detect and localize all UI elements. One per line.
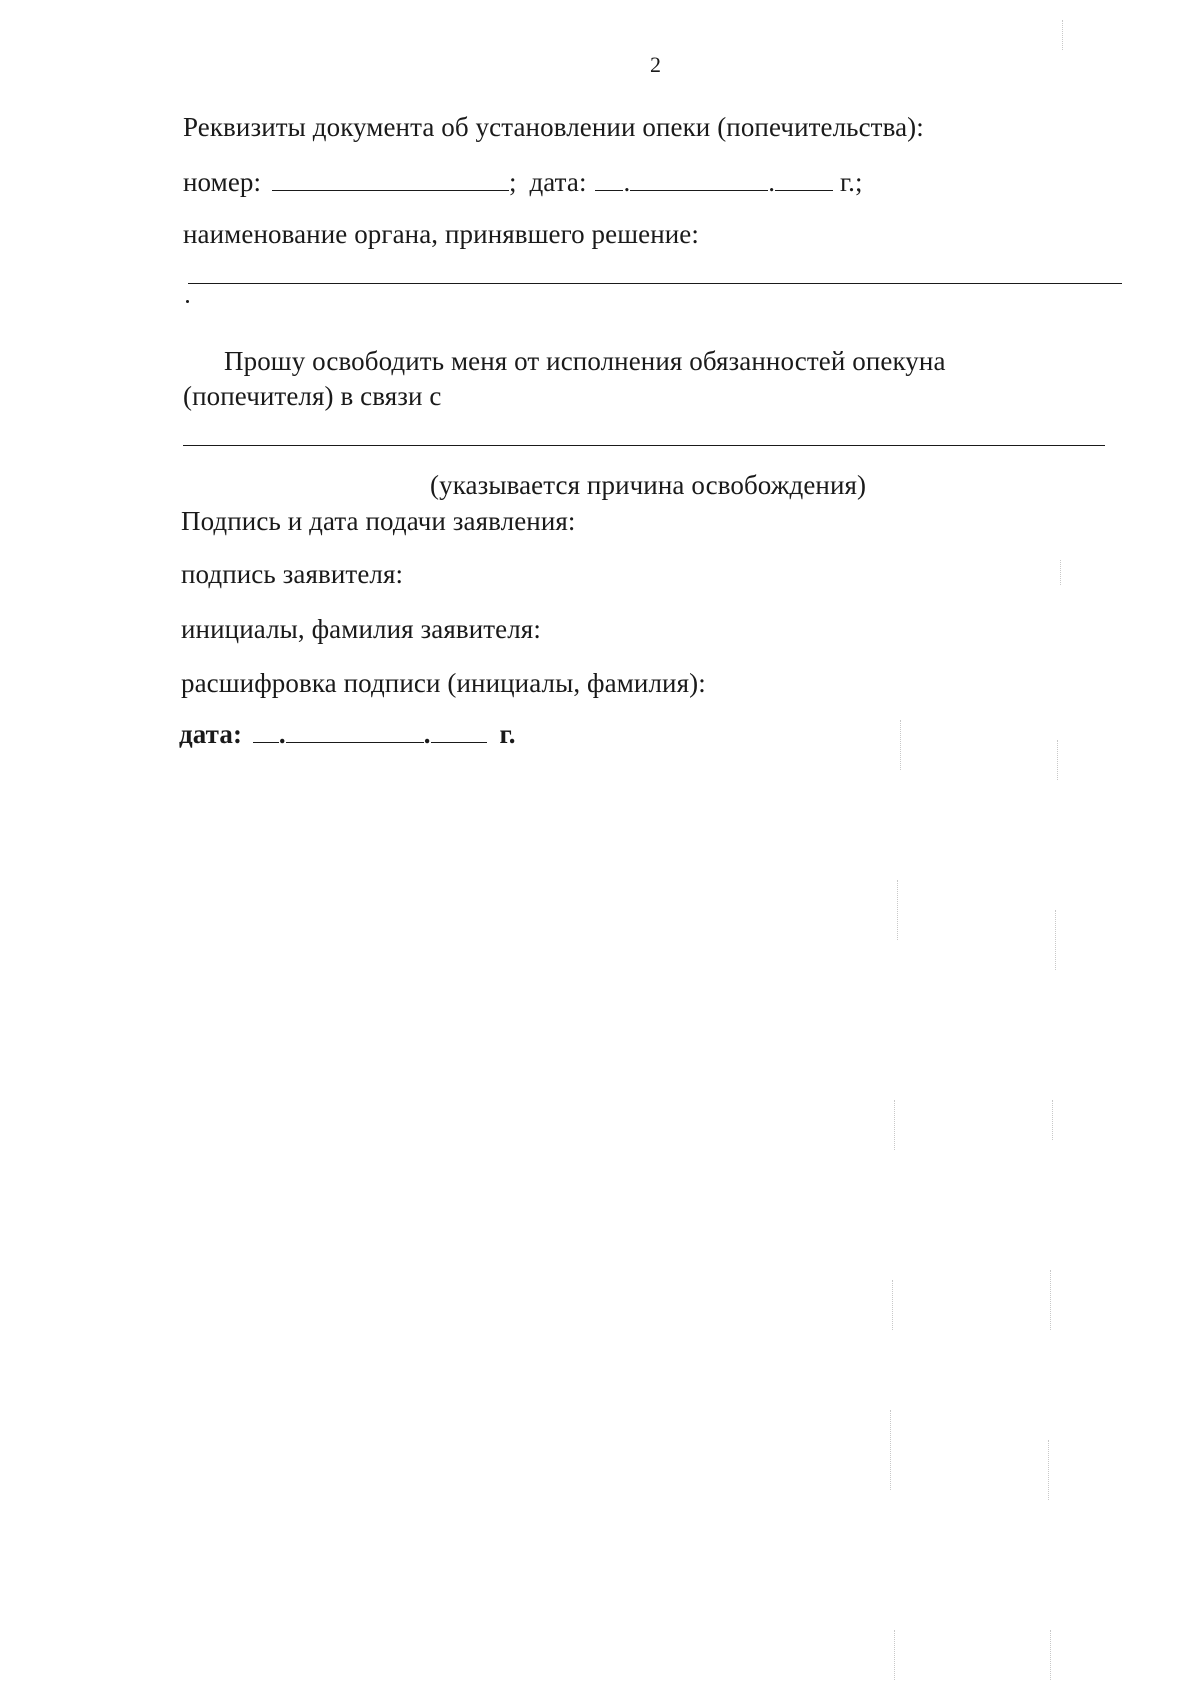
reason-field-line[interactable]: [183, 445, 1105, 446]
scan-artifact: [1062, 20, 1064, 50]
signature-heading: Подпись и дата подачи заявления:: [181, 506, 576, 536]
reason-caption: (указывается причина освобождения): [430, 470, 867, 500]
year-suffix: г.;: [840, 167, 863, 197]
scan-artifact: [1055, 910, 1057, 970]
scan-artifact: [897, 880, 899, 940]
request-text-line2: (попечителя) в связи с: [183, 381, 442, 411]
final-date-label: дата:: [179, 719, 243, 749]
scan-artifact: [1060, 560, 1062, 585]
scan-artifact: [890, 1410, 892, 1490]
scan-artifact: [1050, 1270, 1052, 1330]
request-text-line1: Прошу освободить меня от исполнения обязанностей опекуна: [224, 346, 946, 376]
date-separator: .: [768, 167, 776, 197]
number-field[interactable]: [272, 166, 509, 191]
date-month-field[interactable]: [630, 166, 768, 191]
page-number: 2: [650, 52, 661, 77]
scan-artifact: [900, 720, 902, 770]
final-date-row: [179, 718, 516, 750]
number-label: номер:: [183, 167, 262, 197]
final-date-day-field[interactable]: [253, 718, 279, 743]
final-date-month-field[interactable]: [286, 718, 424, 743]
scan-artifact: [1052, 1100, 1054, 1140]
scan-artifact: [892, 1280, 894, 1330]
date-year-field[interactable]: [775, 166, 833, 191]
scan-artifact: [1057, 740, 1059, 780]
applicant-name-label: инициалы, фамилия заявителя:: [181, 614, 541, 644]
signature-transcript-label: расшифровка подписи (инициалы, фамилия):: [181, 668, 706, 698]
final-year-suffix: г.: [499, 719, 516, 749]
authority-end-mark: [186, 300, 189, 303]
number-separator: ;: [508, 167, 517, 197]
document-number-row: [183, 166, 863, 198]
scan-artifact: [894, 1100, 896, 1150]
date-label: дата:: [529, 167, 587, 197]
authority-field-line[interactable]: [188, 283, 1122, 284]
applicant-signature-label: подпись заявителя:: [181, 559, 404, 589]
date-day-field[interactable]: [595, 166, 623, 191]
scan-artifact: [1050, 1630, 1052, 1680]
scan-artifact: [1048, 1440, 1050, 1500]
date-separator: .: [423, 719, 431, 749]
scan-artifact: [894, 1630, 896, 1680]
authority-label: наименование органа, принявшего решение:: [183, 219, 699, 249]
date-separator: .: [278, 719, 286, 749]
date-separator: .: [623, 167, 631, 197]
requisites-heading: Реквизиты документа об установлении опеки (попечительства):: [183, 112, 924, 142]
final-date-year-field[interactable]: [431, 718, 487, 743]
